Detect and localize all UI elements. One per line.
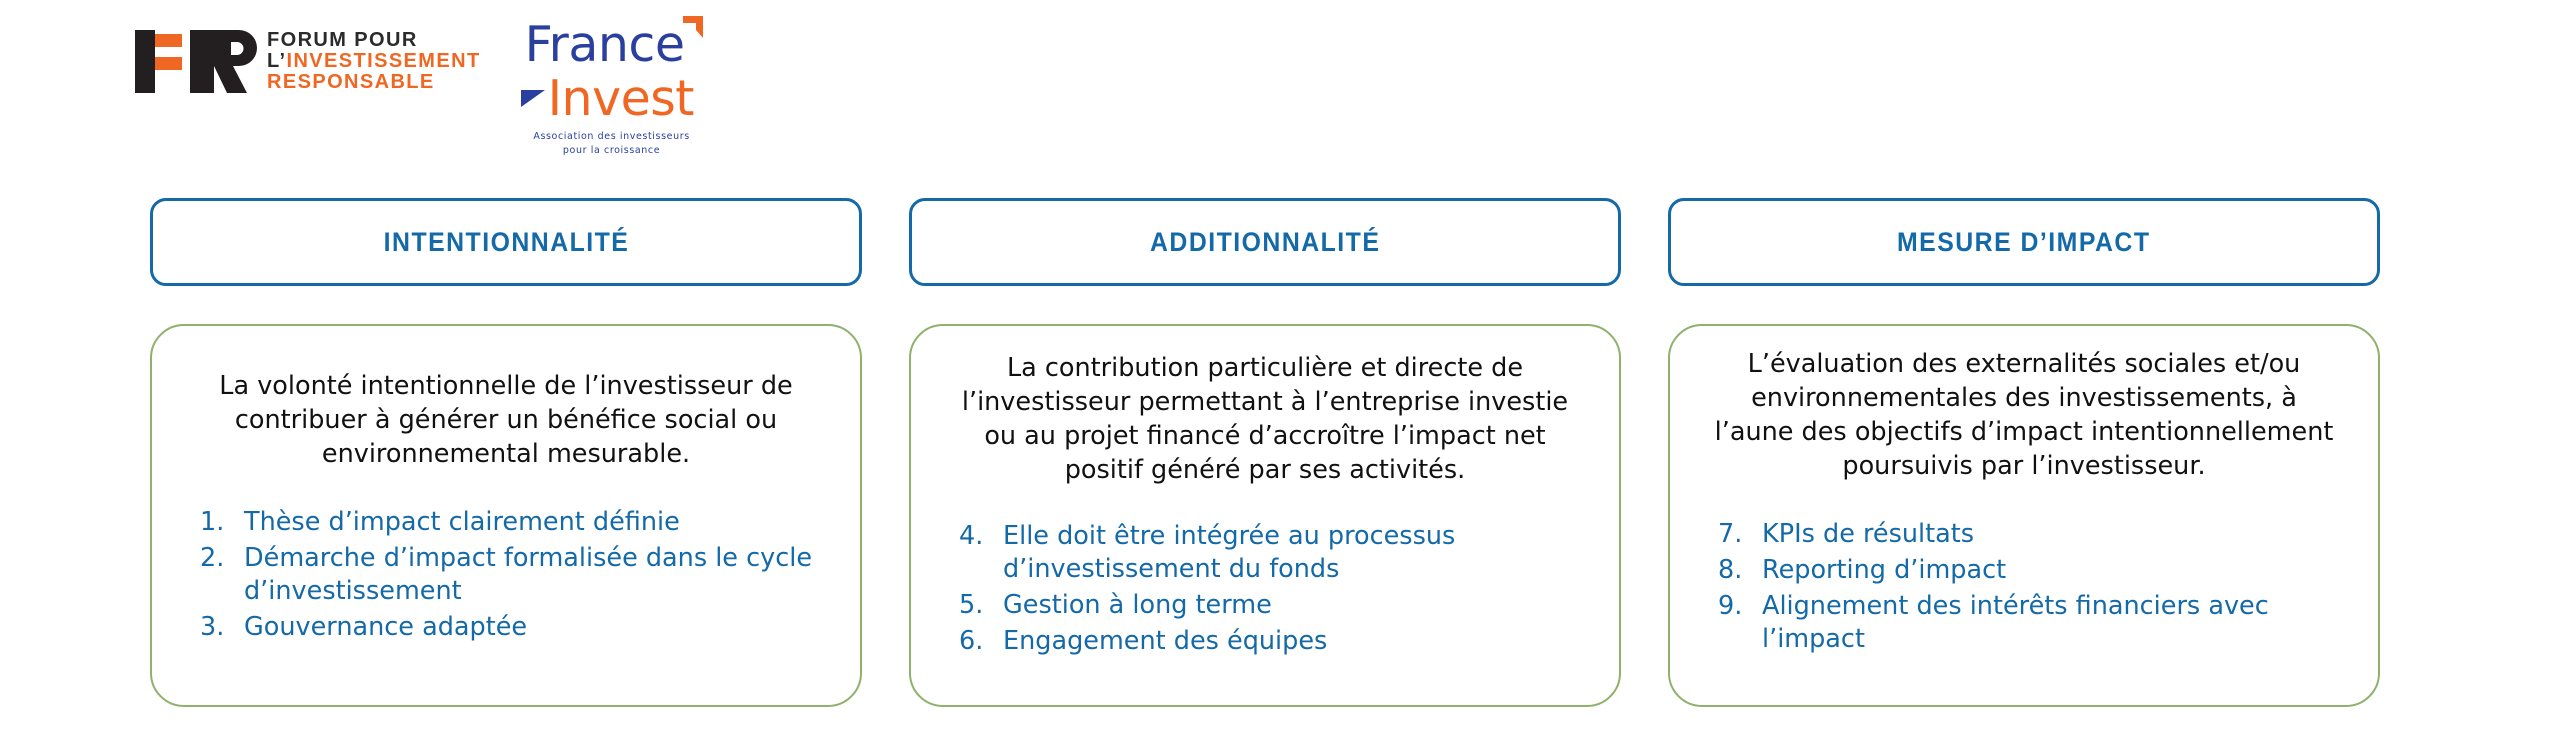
france-invest-tagline-line-1: Association des investisseurs xyxy=(533,131,690,142)
france-invest-logo xyxy=(521,18,703,158)
list-item-label: Gestion à long terme xyxy=(1003,589,1272,620)
fir-logo xyxy=(135,18,481,94)
list-item-number: 8. xyxy=(1718,554,1743,585)
pillar-header-intentionnalite[interactable] xyxy=(150,198,862,286)
pillar-title: ADDITIONNALITÉ xyxy=(1149,226,1381,257)
list-item-label: Thèse d’impact clairement définie xyxy=(244,506,680,537)
pillar-body-additionnalite xyxy=(909,324,1621,707)
list-item xyxy=(178,542,834,608)
list-item xyxy=(178,506,834,539)
list-item-number: 4. xyxy=(959,520,984,551)
logo-row xyxy=(135,18,703,158)
pillar-header-additionnalite[interactable] xyxy=(909,198,1621,286)
list-item-label: Gouvernance adaptée xyxy=(244,612,528,643)
fir-logomark-icon xyxy=(135,30,257,93)
list-item xyxy=(937,589,1593,622)
pillar-column-intentionnalite xyxy=(150,198,862,707)
pillar-body-intentionnalite xyxy=(150,324,862,707)
fir-line-2 xyxy=(267,51,481,72)
pillar-criteria-list xyxy=(1696,518,2352,660)
list-item xyxy=(937,625,1593,658)
fir-line-3: RESPONSABLE xyxy=(267,71,435,94)
list-item-label: KPIs de résultats xyxy=(1762,518,1975,549)
list-item-number: 7. xyxy=(1718,518,1743,549)
fir-line-2-accent: INVESTISSEMENT xyxy=(286,50,481,73)
pillar-description: La contribution particulière et directe de l’investisseur permettant à l’entreprise investie ou au projet financé d’accroître l’impact net positif généré par ses activités. xyxy=(961,353,1569,485)
pillar-column-additionnalite xyxy=(909,198,1621,707)
france-invest-word-invest: Invest xyxy=(547,70,694,127)
france-invest-tagline xyxy=(521,130,703,158)
pillar-title: MESURE D’IMPACT xyxy=(1897,226,2151,257)
pillar-description: L’évaluation des externalités sociales et/ou environnementales des investissements, à l’aune des objectifs d’impact intentionnellement poursuivis par l’investisseur. xyxy=(1714,349,2334,481)
list-item xyxy=(1696,554,2352,587)
fir-wordmark xyxy=(267,30,481,94)
pillar-columns xyxy=(150,198,2382,707)
list-item xyxy=(1696,590,2352,656)
france-invest-bottom xyxy=(521,70,703,128)
list-item-label: Démarche d’impact formalisée dans le cycle d’investissement xyxy=(244,542,813,606)
france-invest-triangle-icon xyxy=(521,90,545,107)
list-item xyxy=(1696,518,2352,551)
list-item-number: 5. xyxy=(959,589,984,620)
list-item-label: Engagement des équipes xyxy=(1003,626,1328,657)
list-item-label: Alignement des intérêts financiers avec l’impact xyxy=(1762,590,2269,655)
list-item-number: 3. xyxy=(200,612,225,643)
pillar-criteria-list xyxy=(937,520,1593,662)
list-item xyxy=(178,611,834,644)
pillar-description: La volonté intentionnelle de l’investisseur de contribuer à générer un bénéfice social ou environnemental mesurable. xyxy=(219,371,793,469)
pillar-body-mesure-impact xyxy=(1668,324,2380,707)
pillar-column-mesure-impact xyxy=(1668,198,2380,707)
fir-line-2-prefix: L’ xyxy=(267,50,287,73)
fir-line-1: FORUM POUR xyxy=(267,29,418,51)
list-item xyxy=(937,520,1593,586)
france-invest-word-france: France xyxy=(524,16,685,73)
pillar-header-mesure-impact[interactable] xyxy=(1668,198,2380,286)
pillar-criteria-list xyxy=(178,506,834,648)
pillar-title: INTENTIONNALITÉ xyxy=(383,226,629,257)
france-invest-tagline-line-2: pour la croissance xyxy=(562,144,661,156)
list-item-number: 2. xyxy=(200,542,225,573)
list-item-number: 1. xyxy=(200,506,225,537)
list-item-number: 9. xyxy=(1718,590,1743,621)
france-invest-corner-icon xyxy=(683,16,703,38)
list-item-label: Reporting d’impact xyxy=(1762,554,2007,585)
list-item-label: Elle doit être intégrée au processus d’investissement du fonds xyxy=(1003,520,1456,584)
list-item-number: 6. xyxy=(959,626,984,657)
